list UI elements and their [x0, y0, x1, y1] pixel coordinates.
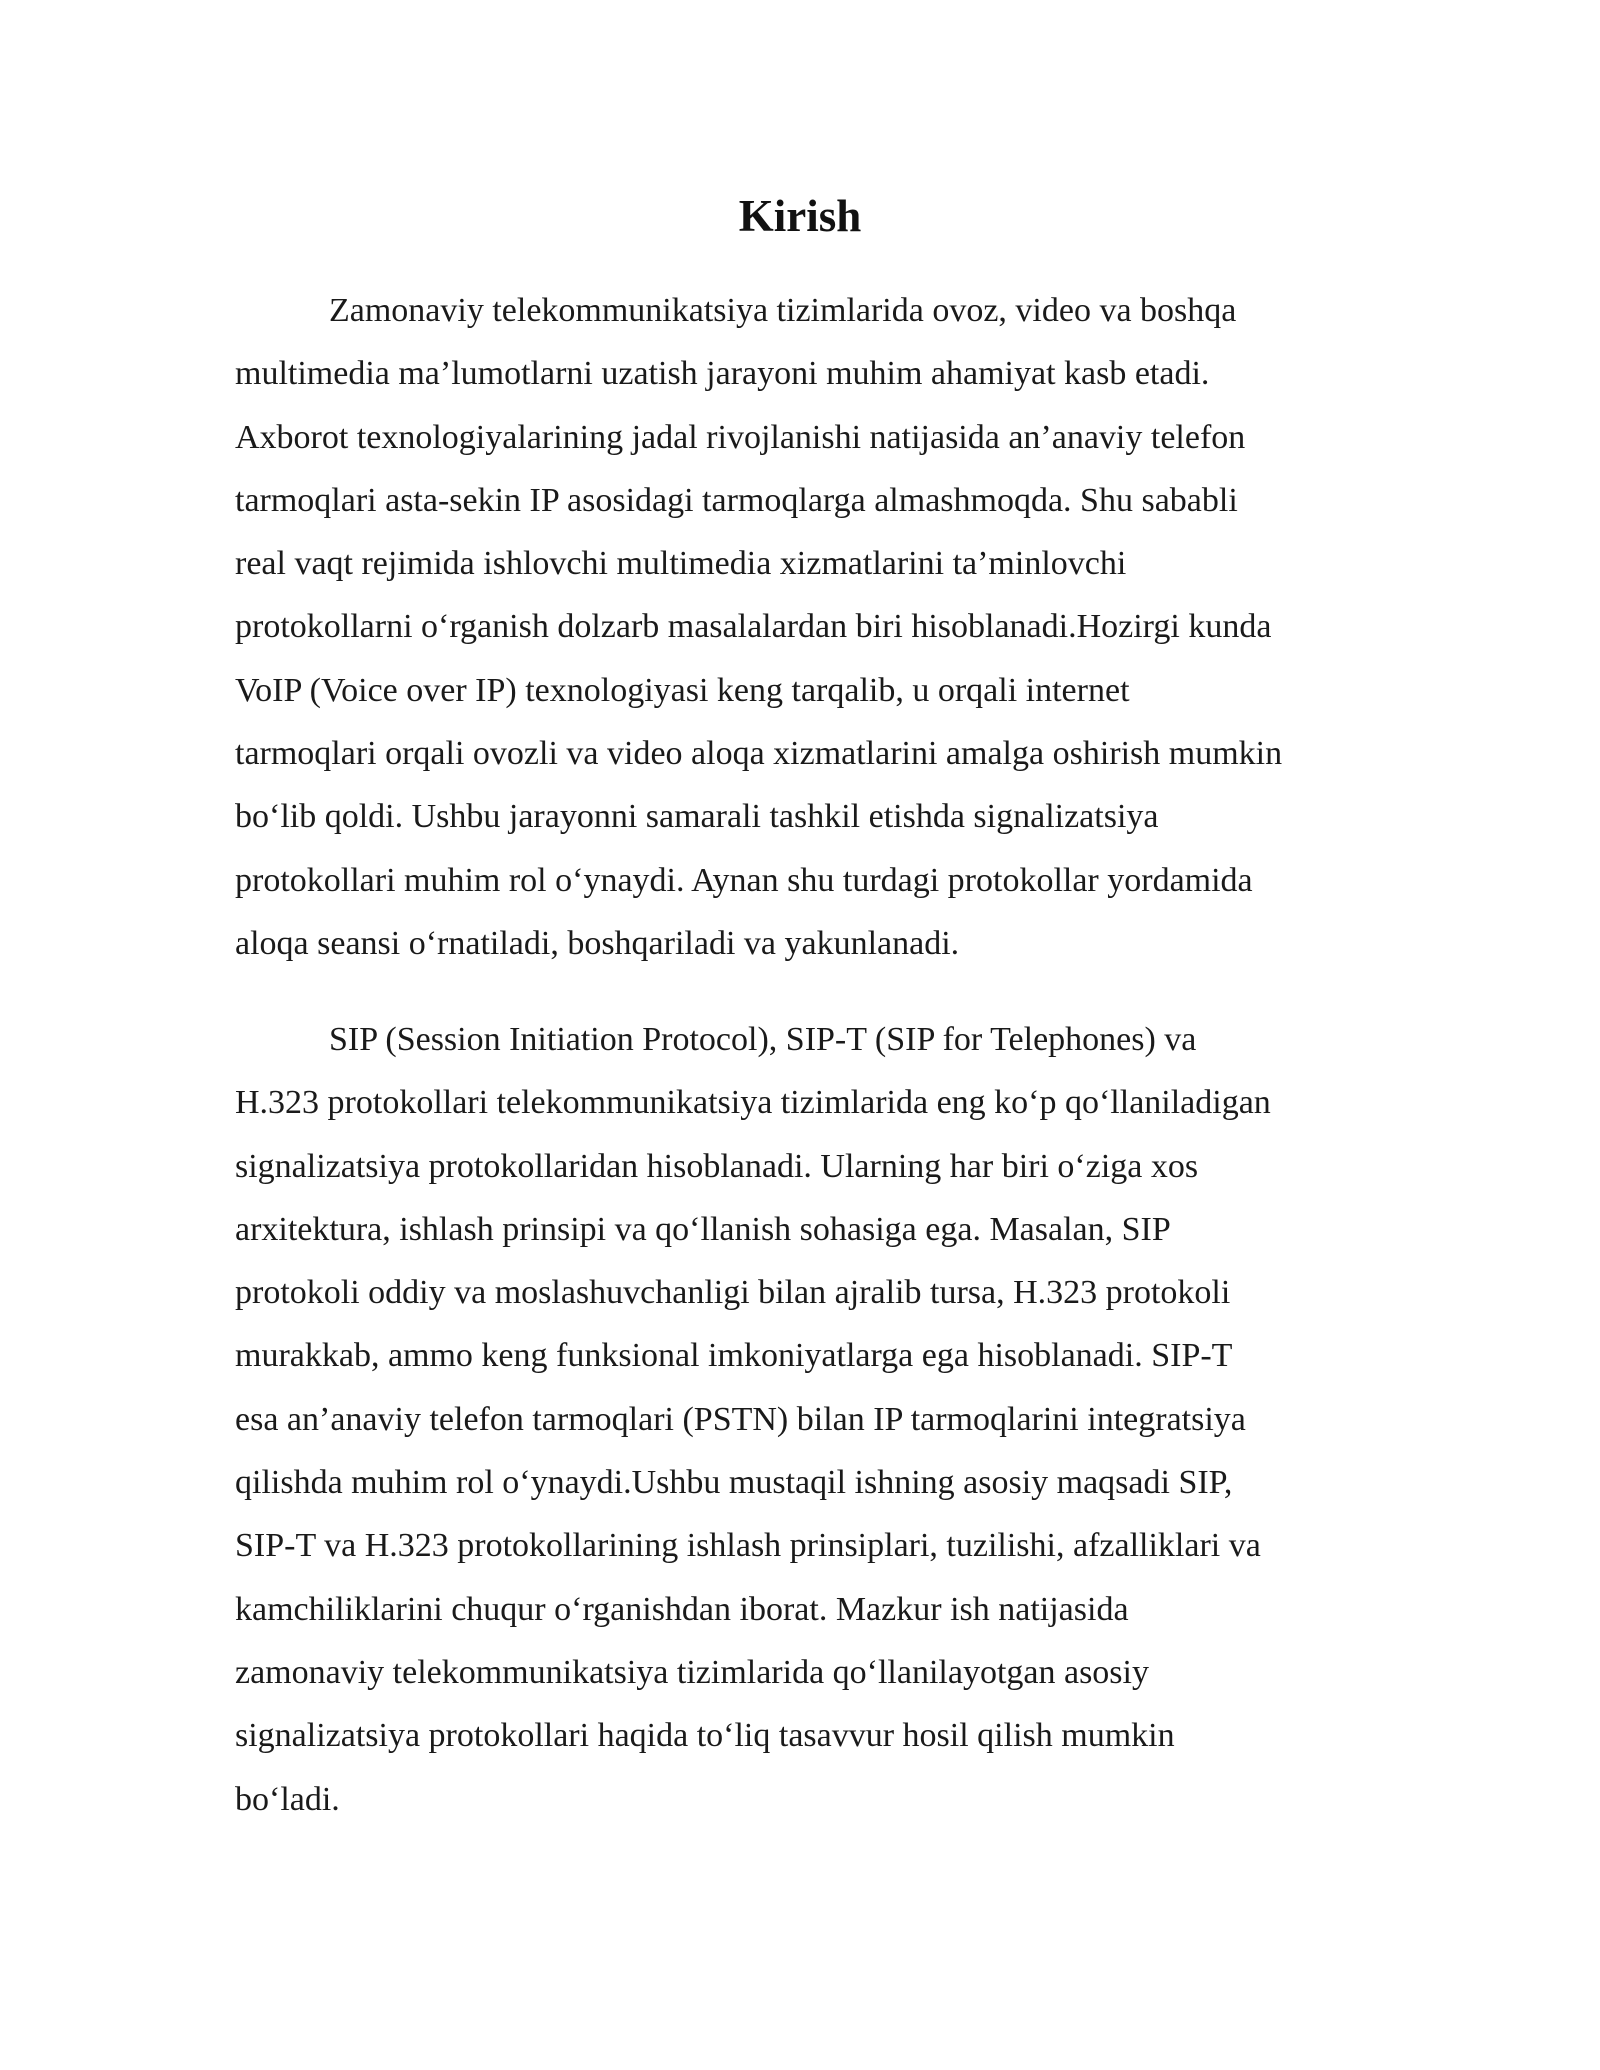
paragraph-line: protokoli oddiy va moslashuvchanligi bilan ajralib tursa, H.323 protokoli: [235, 1274, 1231, 1312]
paragraph-line: qilishda muhim rol o‘ynaydi.Ushbu mustaqil ishning asosiy maqsadi SIP,: [235, 1464, 1233, 1502]
paragraph-line: H.323 protokollari telekommunikatsiya tizimlarida eng ko‘p qo‘llaniladigan: [235, 1084, 1271, 1122]
paragraph-line: Zamonaviy telekommunikatsiya tizimlarida ovoz, video va boshqa: [329, 292, 1237, 329]
paragraph-line: murakkab, ammo keng funksional imkoniyatlarga ega hisoblanadi. SIP-T: [235, 1337, 1233, 1375]
paragraph-line: SIP-T va H.323 protokollarining ishlash prinsiplari, tuzilishi, afzalliklari va: [235, 1527, 1261, 1565]
paragraph-line: aloqa seansi o‘rnatiladi, boshqariladi va yakunlanadi.: [235, 924, 960, 962]
paragraph-line: kamchiliklarini chuqur o‘rganishdan iborat. Mazkur ish natijasida: [235, 1590, 1129, 1628]
paragraph-line: multimedia ma’lumotlarni uzatish jarayoni muhim ahamiyat kasb etadi.: [235, 355, 1210, 393]
paragraph-protocols: [235, 1008, 1367, 1831]
paragraph-line: tarmoqlari orqali ovozli va video aloqa xizmatlarini amalga oshirish mumkin: [235, 735, 1283, 773]
paragraph-line: protokollarni o‘rganish dolzarb masalalardan biri hisoblanadi.Hozirgi kunda: [235, 608, 1272, 646]
page-title: Kirish: [738, 191, 862, 241]
paragraph-line: bo‘lib qoldi. Ushbu jarayonni samarali tashkil etishda signalizatsiya: [235, 798, 1159, 836]
paragraph-line: arxitektura, ishlash prinsipi va qo‘llanish sohasiga ega. Masalan, SIP: [235, 1210, 1171, 1248]
paragraph-line: tarmoqlari asta-sekin IP asosidagi tarmoqlarga almashmoqda. Shu sababli: [235, 481, 1238, 519]
paragraph-line: VoIP (Voice over IP) texnologiyasi keng tarqalib, u orqali internet: [235, 671, 1130, 709]
paragraph-line: signalizatsiya protokollaridan hisoblanadi. Ularning har biri o‘ziga xos: [235, 1147, 1199, 1185]
paragraph-line: bo‘ladi.: [235, 1780, 340, 1818]
paragraph-line: SIP (Session Initiation Protocol), SIP-T (SIP for Telephones) va: [329, 1021, 1197, 1058]
paragraph-introduction: [235, 279, 1367, 975]
paragraph-line: zamonaviy telekommunikatsiya tizimlarida qo‘llanilayotgan asosiy: [235, 1653, 1149, 1691]
paragraph-line: Axborot texnologiyalarining jadal rivojlanishi natijasida an’anaviy telefon: [235, 418, 1246, 456]
paragraph-line: real vaqt rejimida ishlovchi multimedia xizmatlarini ta’minlovchi: [235, 545, 1127, 583]
paragraph-line: protokollari muhim rol o‘ynaydi. Aynan shu turdagi protokollar yordamida: [235, 861, 1253, 899]
paragraph-line: esa an’anaviy telefon tarmoqlari (PSTN) bilan IP tarmoqlarini integratsiya: [235, 1400, 1246, 1438]
paragraph-line: signalizatsiya protokollari haqida to‘liq tasavvur hosil qilish mumkin: [235, 1717, 1175, 1755]
